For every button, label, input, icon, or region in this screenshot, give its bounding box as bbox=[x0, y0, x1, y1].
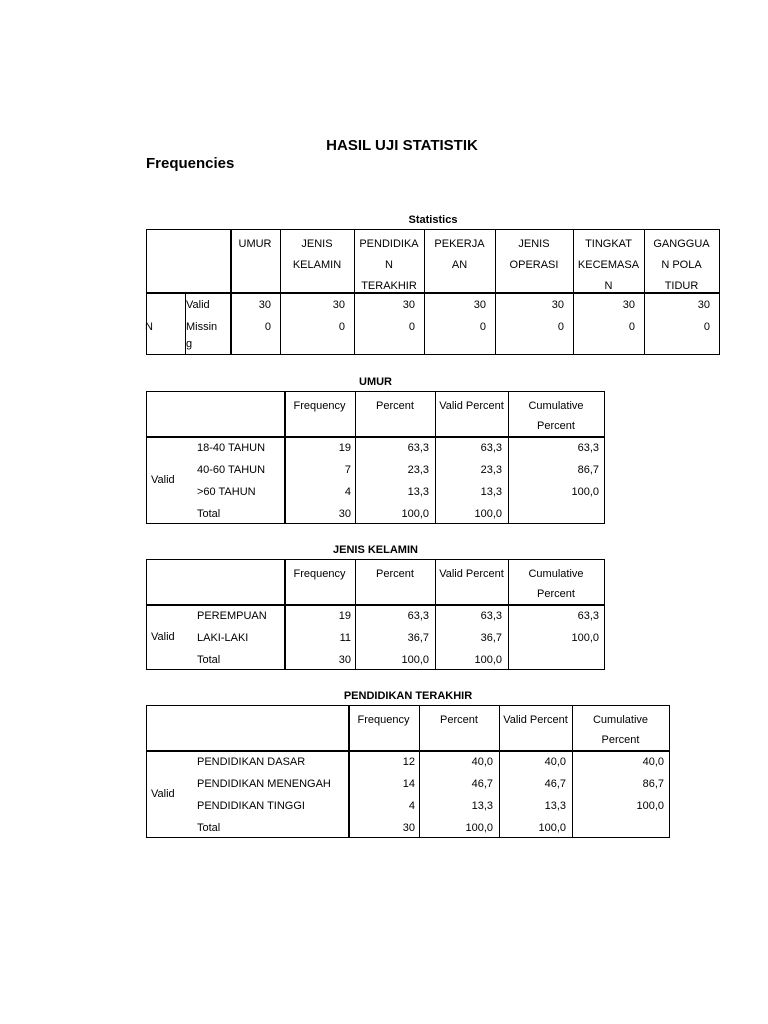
cell-cumulative: 86,7 bbox=[577, 464, 599, 476]
header-cumulative-line2: Percent bbox=[537, 588, 575, 600]
stat-missing-value: 0 bbox=[264, 321, 271, 333]
row-label: Total bbox=[197, 654, 221, 666]
stat-header-2-line-2: TERAKHIR bbox=[361, 280, 417, 292]
cell-frequency: 30 bbox=[338, 654, 351, 666]
cell-percent: 36,7 bbox=[407, 632, 429, 644]
frequency-table bbox=[146, 391, 605, 524]
cell-percent: 23,3 bbox=[407, 464, 429, 476]
stat-missing-value: 0 bbox=[338, 321, 345, 333]
row-label: PENDIDIKAN TINGGI bbox=[197, 800, 305, 812]
header-valid-percent: Valid Percent bbox=[503, 714, 568, 726]
header-cumulative: Cumulative bbox=[592, 714, 649, 726]
cell-cumulative: 86,7 bbox=[642, 778, 664, 790]
statistics-table bbox=[146, 229, 720, 355]
cell-valid-percent: 23,3 bbox=[480, 464, 502, 476]
cell-valid-percent: 46,7 bbox=[544, 778, 566, 790]
stat-header-5-line-1: KECEMASA bbox=[577, 259, 640, 271]
cell-percent: 100,0 bbox=[401, 654, 429, 666]
cell-frequency: 30 bbox=[402, 822, 415, 834]
section-title: Frequencies bbox=[146, 155, 235, 172]
stat-header-4-line-0: JENIS bbox=[518, 238, 550, 250]
header-valid-percent: Valid Percent bbox=[439, 400, 504, 412]
header-valid-percent: Valid Percent bbox=[439, 568, 504, 580]
stat-header-2-line-0: PENDIDIKA bbox=[359, 238, 419, 250]
header-frequency: Frequency bbox=[293, 400, 346, 412]
cell-cumulative: 100,0 bbox=[636, 800, 664, 812]
row-label: PEREMPUAN bbox=[197, 610, 267, 622]
stat-header-1-line-1: KELAMIN bbox=[292, 259, 342, 271]
row-label: PENDIDIKAN MENENGAH bbox=[197, 778, 331, 790]
header-frequency: Frequency bbox=[357, 714, 410, 726]
header-frequency: Frequency bbox=[293, 568, 346, 580]
statistics-caption: Statistics bbox=[408, 214, 458, 226]
stat-missing-value: 0 bbox=[408, 321, 415, 333]
stat-header-6-line-1: N POLA bbox=[661, 259, 702, 271]
stat-header-3-line-1: AN bbox=[451, 259, 468, 271]
cell-frequency: 4 bbox=[408, 800, 415, 812]
cell-frequency: 30 bbox=[338, 508, 351, 520]
row-label: LAKI-LAKI bbox=[197, 632, 249, 644]
row-label: 40-60 TAHUN bbox=[197, 464, 266, 476]
row-label: >60 TAHUN bbox=[197, 486, 256, 498]
cell-percent: 100,0 bbox=[465, 822, 493, 834]
missing-label-line1: Missin bbox=[186, 321, 218, 333]
stat-header-5-line-0: TINGKAT bbox=[585, 238, 632, 250]
cell-cumulative: 63,3 bbox=[577, 610, 599, 622]
row-label: PENDIDIKAN DASAR bbox=[197, 756, 306, 768]
cell-valid-percent: 100,0 bbox=[538, 822, 566, 834]
stat-missing-value: 0 bbox=[628, 321, 635, 333]
stat-valid-value: 30 bbox=[697, 299, 710, 311]
header-cumulative-line2: Percent bbox=[537, 420, 575, 432]
cell-percent: 63,3 bbox=[407, 610, 429, 622]
cell-frequency: 19 bbox=[338, 442, 351, 454]
row-label: 18-40 TAHUN bbox=[197, 442, 266, 454]
cell-percent: 46,7 bbox=[471, 778, 493, 790]
cell-percent: 100,0 bbox=[401, 508, 429, 520]
header-cumulative: Cumulative bbox=[528, 400, 584, 412]
cell-frequency: 4 bbox=[344, 486, 351, 498]
cell-frequency: 14 bbox=[402, 778, 415, 790]
cell-cumulative: 40,0 bbox=[642, 756, 664, 768]
stat-valid-value: 30 bbox=[332, 299, 345, 311]
cell-cumulative: 100,0 bbox=[571, 486, 599, 498]
stat-header-2-line-1: N bbox=[385, 259, 393, 271]
cell-percent: 13,3 bbox=[407, 486, 429, 498]
stat-header-5-line-2: N bbox=[604, 280, 613, 292]
stat-valid-value: 30 bbox=[402, 299, 415, 311]
header-cumulative-line2: Percent bbox=[601, 734, 640, 746]
missing-label-line2: g bbox=[186, 338, 193, 350]
table-caption: PENDIDIKAN TERAKHIR bbox=[343, 690, 473, 702]
stat-header-6-line-2: TIDUR bbox=[664, 280, 699, 292]
stat-missing-value: 0 bbox=[703, 321, 710, 333]
cell-frequency: 12 bbox=[402, 756, 415, 768]
cell-cumulative: 63,3 bbox=[577, 442, 599, 454]
frequency-table bbox=[146, 559, 605, 670]
table-caption: UMUR bbox=[359, 376, 392, 388]
header-percent: Percent bbox=[440, 714, 478, 726]
stat-missing-value: 0 bbox=[557, 321, 564, 333]
frequency-table bbox=[146, 705, 670, 838]
cell-frequency: 11 bbox=[339, 632, 351, 644]
cell-percent: 40,0 bbox=[471, 756, 493, 768]
cell-valid-percent: 100,0 bbox=[474, 508, 502, 520]
stat-header-0-line-0: UMUR bbox=[238, 238, 272, 250]
cell-cumulative: 100,0 bbox=[571, 632, 599, 644]
group-label: Valid bbox=[151, 788, 175, 800]
stat-valid-value: 30 bbox=[551, 299, 564, 311]
stat-missing-value: 0 bbox=[479, 321, 486, 333]
cell-frequency: 7 bbox=[344, 464, 351, 476]
cell-percent: 63,3 bbox=[407, 442, 429, 454]
header-cumulative: Cumulative bbox=[528, 568, 584, 580]
cell-valid-percent: 63,3 bbox=[480, 442, 502, 454]
n-label: N bbox=[145, 321, 153, 333]
page-title: HASIL UJI STATISTIK bbox=[326, 137, 478, 154]
stat-header-6-line-0: GANGGUA bbox=[653, 238, 710, 250]
cell-valid-percent: 100,0 bbox=[474, 654, 502, 666]
stat-valid-value: 30 bbox=[622, 299, 635, 311]
stat-header-1-line-0: JENIS bbox=[301, 238, 333, 250]
cell-valid-percent: 40,0 bbox=[544, 756, 566, 768]
header-percent: Percent bbox=[376, 568, 414, 580]
row-label: Total bbox=[197, 508, 221, 520]
table-caption: JENIS KELAMIN bbox=[333, 544, 418, 556]
cell-valid-percent: 13,3 bbox=[480, 486, 502, 498]
cell-valid-percent: 63,3 bbox=[480, 610, 502, 622]
group-label: Valid bbox=[151, 631, 175, 643]
cell-valid-percent: 13,3 bbox=[544, 800, 566, 812]
stat-valid-value: 30 bbox=[258, 299, 271, 311]
header-percent: Percent bbox=[376, 400, 414, 412]
group-label: Valid bbox=[151, 474, 175, 486]
stat-header-3-line-0: PEKERJA bbox=[434, 238, 485, 250]
valid-label: Valid bbox=[186, 299, 210, 311]
cell-valid-percent: 36,7 bbox=[480, 632, 502, 644]
stat-header-4-line-1: OPERASI bbox=[509, 259, 559, 271]
cell-frequency: 19 bbox=[338, 610, 351, 622]
cell-percent: 13,3 bbox=[471, 800, 493, 812]
row-label: Total bbox=[197, 822, 221, 834]
stat-valid-value: 30 bbox=[473, 299, 486, 311]
